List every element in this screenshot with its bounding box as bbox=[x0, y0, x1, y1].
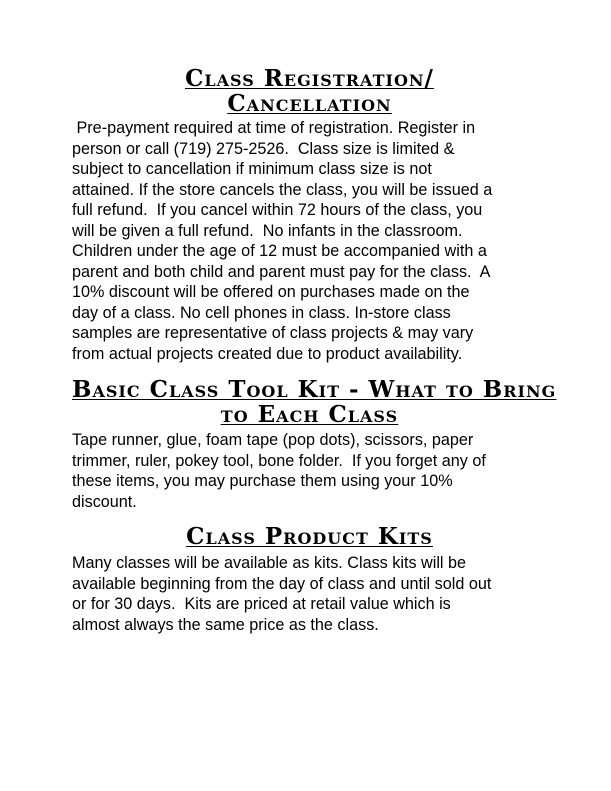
section-body-registration bbox=[72, 118, 547, 364]
body-line: attained. If the store cancels the class, you will be issued a bbox=[72, 180, 493, 199]
heading-line: to Each Class bbox=[220, 401, 399, 428]
body-line: will be given a full refund. No infants in the classroom. bbox=[72, 221, 463, 240]
body-line: or for 30 days. Kits are priced at retail value which is bbox=[72, 595, 451, 613]
heading-line: Class Registration/ bbox=[185, 65, 434, 92]
heading-line: Basic Class Tool Kit - What to Bring bbox=[72, 376, 557, 403]
document-content bbox=[72, 65, 557, 635]
body-line: discount. bbox=[72, 492, 137, 511]
body-line: Children under the age of 12 must be accompanied with a bbox=[72, 242, 487, 260]
section-heading-registration bbox=[72, 66, 547, 116]
heading-line: Cancellation bbox=[227, 90, 392, 117]
section-body-product-kits bbox=[72, 553, 547, 635]
body-line: person or call (719) 275-2526. Class size is limited & bbox=[72, 139, 455, 158]
body-line: day of a class. No cell phones in class. In-store class bbox=[72, 303, 451, 322]
body-line: available beginning from the day of class and until sold out bbox=[72, 574, 492, 593]
body-line: Many classes will be available as kits. Class kits will be bbox=[72, 554, 467, 572]
section-heading-product-kits bbox=[72, 524, 547, 549]
body-line: parent and both child and parent must pay for the class. A bbox=[72, 262, 491, 281]
heading-line: Class Product Kits bbox=[186, 523, 433, 550]
body-line: samples are representative of class projects & may vary bbox=[72, 324, 474, 342]
body-line: Pre-payment required at time of registration. Register in bbox=[72, 119, 476, 137]
body-line: these items, you may purchase them using your 10% bbox=[72, 472, 453, 490]
body-line: subject to cancellation if minimum class size is not bbox=[72, 160, 432, 178]
body-line: Tape runner, glue, foam tape (pop dots), scissors, paper bbox=[72, 431, 474, 449]
body-line: almost always the same price as the class. bbox=[72, 615, 379, 634]
section-heading-tool-kit bbox=[72, 376, 557, 428]
body-line: from actual projects created due to product availability. bbox=[72, 344, 463, 363]
body-line: full refund. If you cancel within 72 hours of the class, you bbox=[72, 201, 483, 219]
body-line: 10% discount will be offered on purchases made on the bbox=[72, 283, 470, 301]
section-body-tool-kit bbox=[72, 430, 547, 512]
body-line: trimmer, ruler, pokey tool, bone folder. If you forget any of bbox=[72, 451, 486, 470]
